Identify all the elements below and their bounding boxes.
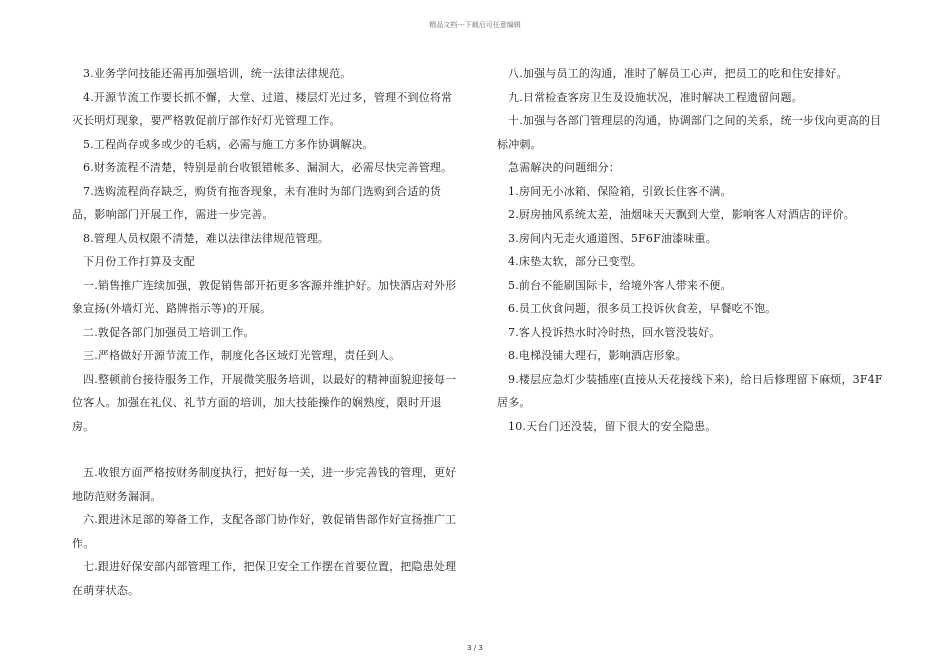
list-item: 6.员工伙食问题，很多员工投诉伙食差，早餐吃不饱。 <box>508 302 777 315</box>
paragraph: 5.工程尚存或多或少的毛病，必需与施工方多作协调解决。 <box>83 137 374 151</box>
paragraph: 三.严格做好开源节流工作，制度化各区域灯光管理，责任到人。 <box>83 349 401 362</box>
paragraph: 8.管理人员权限不清楚，难以法律法律规范管理。 <box>83 231 330 245</box>
list-item: 9.楼层应急灯少装插座(直接从天花接线下来)，给日后修理留下麻烦，3F4F居多。 <box>497 372 883 409</box>
paragraph: 二.敦促各部门加强员工培训工作。 <box>83 325 255 339</box>
paragraph: 六.跟进沐足部的筹备工作，支配各部门协作好，敦促销售部作好宣扬推广工作。 <box>72 513 457 550</box>
list-item: 8.电梯没铺大理石，影响酒店形象。 <box>508 349 687 362</box>
right-column <box>497 62 889 438</box>
paragraph: 五.收银方面严格按财务制度执行，把好每一关，进一步完善钱的管理，更好地防范财务漏洞。 <box>72 466 457 503</box>
list-item: 10.天台门还没装，留下很大的安全隐患。 <box>508 419 717 433</box>
paragraph: 一.销售推广连续加强，敦促销售部开拓更多客源并维护好。加快酒店对外形象宣扬(外墙灯光、路牌指示等)的开展。 <box>72 278 457 315</box>
section-heading: 下月份工作打算及支配 <box>83 255 195 268</box>
paragraph: 九.日常检查客房卫生及设施状况，准时解决工程遗留问题。 <box>508 90 803 104</box>
paragraph: 十.加强与各部门管理层的沟通，协调部门之间的关系，统一步伐向更高的目标冲刺。 <box>497 114 882 151</box>
list-item: 4.床垫太软，部分已变型。 <box>508 255 643 268</box>
list-item: 1.房间无小冰箱、保险箱，引致长住客不满。 <box>508 184 732 198</box>
paragraph: 四.整顿前台接待服务工作，开展微笑服务培训，以最好的精神面貌迎接每一位客人。加强在礼仪、礼节方面的培训，加大技能操作的娴熟度，限时开退房。 <box>72 372 457 433</box>
paragraph: 七.跟进好保安部内部管理工作，把保卫安全工作摆在首要位置，把隐患处理在萌芽状态。 <box>72 560 457 597</box>
paragraph: 八.加强与员工的沟通，准时了解员工心声，把员工的吃和住安排好。 <box>508 67 848 80</box>
list-item: 7.客人投诉热水时冷时热，回水管没装好。 <box>508 325 721 339</box>
list-item: 3.房间内无走火通道图、5F6F油漆味重。 <box>508 231 717 245</box>
list-item: 2.厨房抽风系统太差，油烟味天天飘到大堂，影响客人对酒店的评价。 <box>508 208 855 221</box>
list-item: 5.前台不能刷国际卡，给境外客人带来不便。 <box>508 278 732 292</box>
page-number: 3 / 3 <box>467 644 483 652</box>
paragraph: 3.业务学问技能还需再加强培训，统一法律法律规范。 <box>83 67 352 80</box>
paragraph: 6.财务流程不清楚，特别是前台收银错帐多、漏洞大，必需尽快完善管理。 <box>83 161 453 174</box>
paragraph: 4.开源节流工作要长抓不懈，大堂、过道、楼层灯光过多，管理不到位将常灭长明灯现象，要严格敦促前厅部作好灯光管理工作。 <box>72 90 453 127</box>
page-header: 精品文档---下载后可任意编辑 <box>429 21 521 29</box>
paragraph: 7.选购流程尚存缺乏，购货有拖沓现象，未有准时为部门选购到合适的货品，影响部门开展工作，需进一步完善。 <box>72 184 442 221</box>
left-column <box>72 62 460 602</box>
section-heading: 急需解决的问题细分： <box>508 161 620 174</box>
